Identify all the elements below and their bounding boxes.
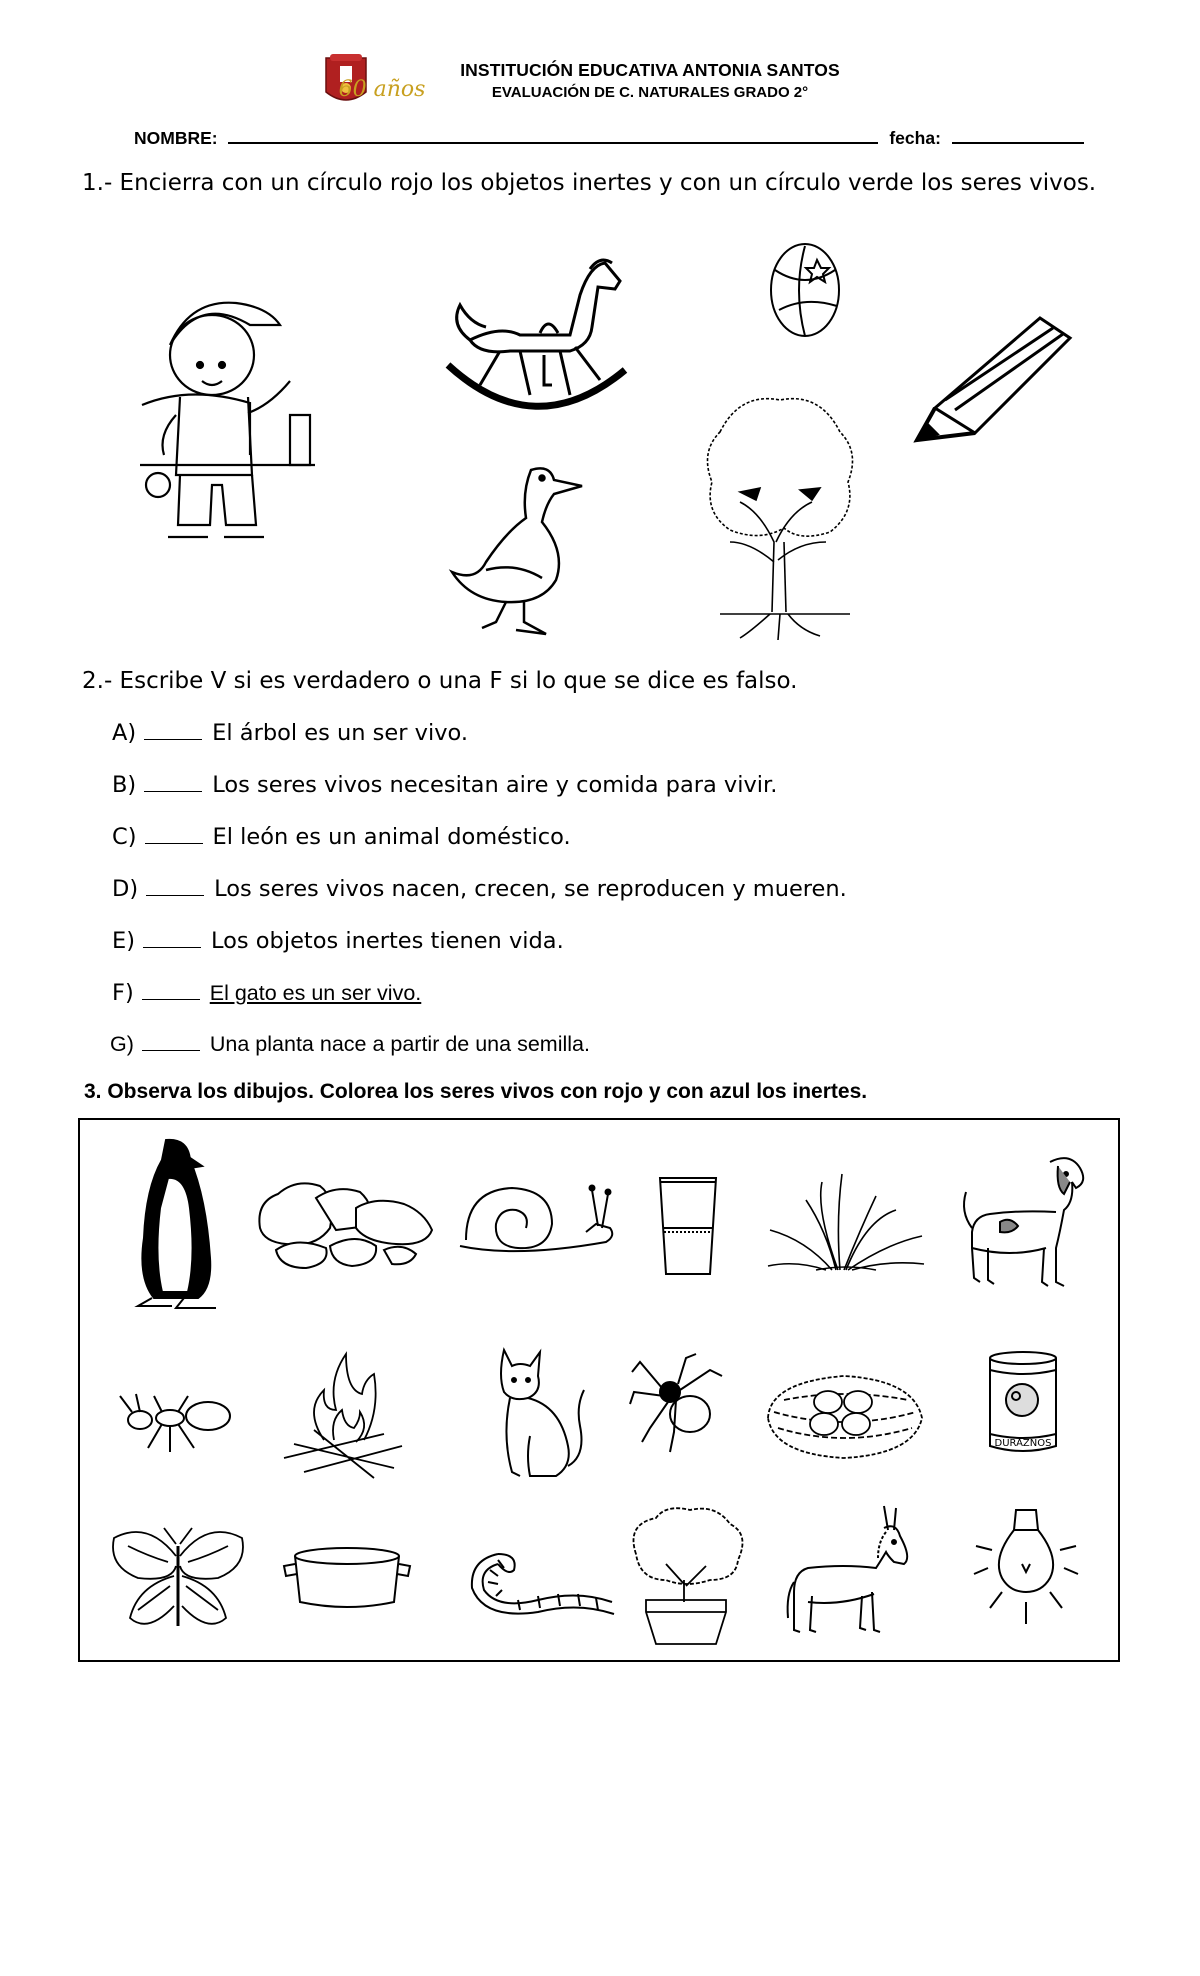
- statement-g: [110, 1032, 590, 1057]
- fecha-label: fecha:: [889, 128, 941, 148]
- statement-letter: E): [112, 928, 135, 954]
- statement-a: [112, 720, 468, 746]
- answer-blank[interactable]: [144, 773, 202, 792]
- institution-title: INSTITUCIÓN EDUCATIVA ANTONIA SANTOS: [460, 60, 840, 80]
- answer-blank[interactable]: [143, 929, 201, 948]
- answer-blank[interactable]: [146, 877, 204, 896]
- statement-text: El árbol es un ser vivo.: [212, 720, 469, 746]
- cat-image[interactable]: [490, 1346, 590, 1484]
- evaluation-subtitle: EVALUACIÓN DE C. NATURALES GRADO 2°: [491, 84, 809, 101]
- statement-c: [112, 824, 571, 850]
- worm-image[interactable]: [468, 1540, 618, 1620]
- answer-blank[interactable]: [142, 981, 200, 1000]
- ant-image[interactable]: [118, 1392, 238, 1456]
- statement-letter: D): [112, 876, 139, 902]
- rocking-horse-image[interactable]: [440, 255, 630, 430]
- light-bulb-image[interactable]: [972, 1508, 1082, 1636]
- statement-b: [112, 772, 777, 798]
- butterfly-image[interactable]: [108, 1526, 248, 1638]
- penguin-image[interactable]: [132, 1138, 222, 1310]
- glass-image[interactable]: [658, 1176, 718, 1278]
- answer-blank[interactable]: [145, 825, 203, 844]
- logo-sixty-years: 60 años: [338, 77, 426, 102]
- name-date-row: [134, 128, 1094, 149]
- ball-image[interactable]: [765, 240, 845, 340]
- snail-image[interactable]: [456, 1180, 626, 1260]
- boy-image[interactable]: [140, 285, 315, 565]
- campfire-image[interactable]: [284, 1350, 404, 1480]
- answer-blank[interactable]: [142, 1032, 200, 1051]
- statement-text: El gato es un ser vivo.: [209, 981, 422, 1005]
- question-1-text: 1.- Encierra con un círculo rojo los objetos inertes y con un círculo verde los seres vivos.: [82, 170, 1097, 196]
- statement-text: Los seres vivos necesitan aire y comida para vivir.: [212, 772, 778, 798]
- fecha-field[interactable]: [952, 128, 1084, 144]
- statement-text: Los objetos inertes tienen vida.: [211, 928, 564, 954]
- nombre-label: NOMBRE:: [134, 128, 218, 148]
- grass-image[interactable]: [766, 1170, 926, 1274]
- statement-letter: C): [112, 824, 137, 850]
- dog-image[interactable]: [960, 1152, 1090, 1292]
- statement-letter: A): [112, 720, 137, 746]
- eggs-nest-image[interactable]: [764, 1362, 926, 1462]
- potted-plant-image[interactable]: [626, 1504, 746, 1646]
- duck-image[interactable]: [446, 462, 588, 637]
- statement-letter: F): [112, 980, 134, 1006]
- tree-image[interactable]: [700, 392, 860, 642]
- statement-text: El león es un animal doméstico.: [212, 824, 571, 850]
- spider-image[interactable]: [630, 1352, 730, 1456]
- pencil-image[interactable]: [915, 308, 1075, 448]
- nombre-field[interactable]: [228, 128, 878, 144]
- question-2-text: 2.- Escribe V si es verdadero o una F si lo que se dice es falso.: [82, 668, 798, 694]
- pot-image[interactable]: [282, 1544, 412, 1610]
- statement-f: [112, 980, 421, 1006]
- statement-e: [112, 928, 564, 954]
- peach-can-image[interactable]: [986, 1350, 1060, 1456]
- question-3-text: 3. Observa los dibujos. Colorea los seres vivos con rojo y con azul los inertes.: [84, 1080, 868, 1103]
- statement-letter: G): [110, 1032, 134, 1056]
- rocks-image[interactable]: [256, 1168, 436, 1272]
- donkey-image[interactable]: [784, 1502, 914, 1638]
- statement-d: [112, 876, 847, 902]
- statement-text: Los seres vivos nacen, crecen, se reproducen y mueren.: [214, 876, 847, 902]
- answer-blank[interactable]: [144, 721, 202, 740]
- statement-letter: B): [112, 772, 137, 798]
- statement-text: Una planta nace a partir de una semilla.: [209, 1032, 590, 1056]
- can-label: DURAZNOS: [994, 1438, 1052, 1449]
